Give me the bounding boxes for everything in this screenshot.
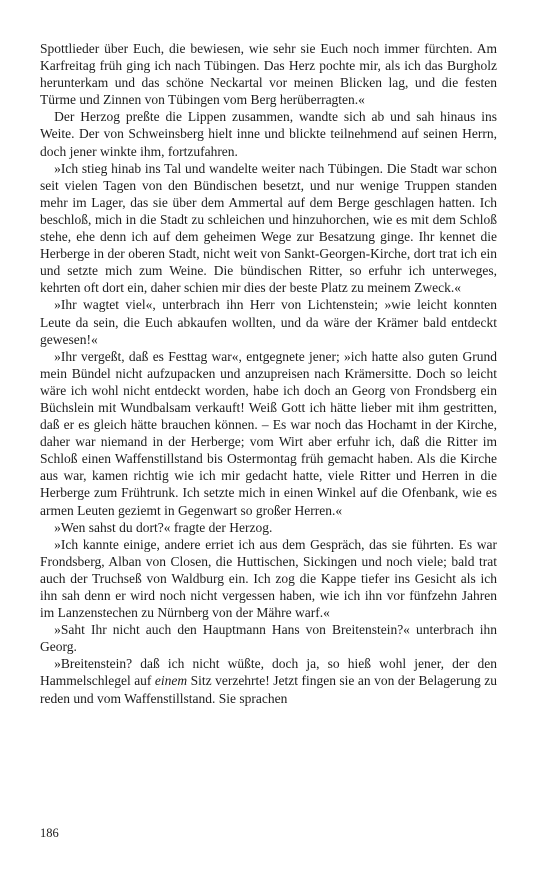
book-page-body xyxy=(40,40,497,707)
paragraph-9-text-a: »Breitenstein? daß ich nicht wüßte, doch ja, so hieß wohl jener, der den Hammelschlegel auf xyxy=(40,656,497,689)
paragraph-5: »Ihr vergeßt, daß es Festtag war«, entgegnete jener; »ich hatte also guten Grund mein Bündel nicht aufzupacken und anzupreisen nach Krämersitte. Doch so leicht wäre ich wohl nicht entdeckt worden, habe ich doch an Georg von Frondsberg ein Büchslein mit Wundbalsam verkauft! Weiß Gott ich hätte lieber mit ihm gestritten, daß er es gleich hätte brauchen können. – Es war noch das Hochamt in der Kirche, daher war niemand in der Herberge; vom Wirt aber erfuhr ich, daß die Ritter im Schloß einen Waffenstillstand bis Ostermontag früh gemacht haben. Als die Kirche aus war, kamen richtig wie ich mir gedacht hatte, viele Ritter und Herren in die Herberge zum Frühtrunk. Ich setzte mich in einen Winkel auf die Ofenbank, wie es armen Leuten geziemt in Gegenwart so großer Herren.« xyxy=(40,348,497,518)
paragraph-4: »Ihr wagtet viel«, unterbrach ihn Herr von Lichtenstein; »wie leicht konnten Leute da sein, die Euch abkaufen wollten, und da wäre der Krämer bald entdeckt gewesen!« xyxy=(40,297,497,347)
paragraph-9-emphasis: einem xyxy=(154,673,188,689)
paragraph-7: »Ich kannte einige, andere erriet ich aus dem Gespräch, das sie führten. Es war Frondsberg, Alban von Closen, die Huttischen, Sickingen und noch viele; bald trat auch der Truchseß von Waldburg ein. Ich zog die Kappe tiefer ins Gesicht als ich ihn sah denn er wird noch nicht vergessen haben, wie ich ihn vor fünfzehn Jahren im Lanzenstechen zu Nürnberg von der Mähre warf.« xyxy=(40,536,497,621)
paragraph-1: Spottlieder über Euch, die bewiesen, wie sehr sie Euch noch immer fürchten. Am Karfreitag früh ging ich nach Tübingen. Das Herz pochte mir, als ich das Burgholz herunterkam und das schöne Neckartal vor meinen Blicken lag, und die festen Türme und Zinnen von Tübingen vom Berg herüberragten.« xyxy=(40,41,497,108)
paragraph-9-text-b: Sitz verzehrte! Jetzt fingen sie an von der Belagerung zu reden und vom Waffenstillstand. Sie sprachen xyxy=(40,673,497,706)
page-number: 186 xyxy=(40,826,59,840)
paragraph-3: »Ich stieg hinab ins Tal und wandelte weiter nach Tübingen. Die Stadt war schon seit vielen Tagen von den Bündischen besetzt, und nur wenige Truppen standen mehr im Lager, das sie über dem Ammertal auf dem Berge geschlagen hatten. Ich beschloß, mich in die Stadt zu schleichen und hinzuhorchen, wie es mit dem Schloß stehe, ehe denn ich auf dem geheimen Wege zur Besatzung ginge. Ihr kennet die Herberge in der oberen Stadt, nicht weit von Sankt-Georgen-Kirche, dort trat ich ein und setzte mich zum Weine. Die bündischen Ritter, so erfuhr ich unterweges, kehrten oft dort ein, daher schien mir dies der beste Platz zu meinem Zweck.« xyxy=(40,160,497,296)
paragraph-9 xyxy=(40,655,497,706)
paragraph-8: »Saht Ihr nicht auch den Hauptmann Hans von Breitenstein?« unterbrach ihn Georg. xyxy=(40,622,497,655)
paragraph-2: Der Herzog preßte die Lippen zusammen, wandte sich ab und sah hinaus ins Weite. Der von Schweinsberg hielt inne und blickte teilnehmend auf seinen Herrn, doch jener winkte ihm, fortzufahren. xyxy=(40,109,497,159)
paragraph-6: »Wen sahst du dort?« fragte der Herzog. xyxy=(54,519,273,535)
